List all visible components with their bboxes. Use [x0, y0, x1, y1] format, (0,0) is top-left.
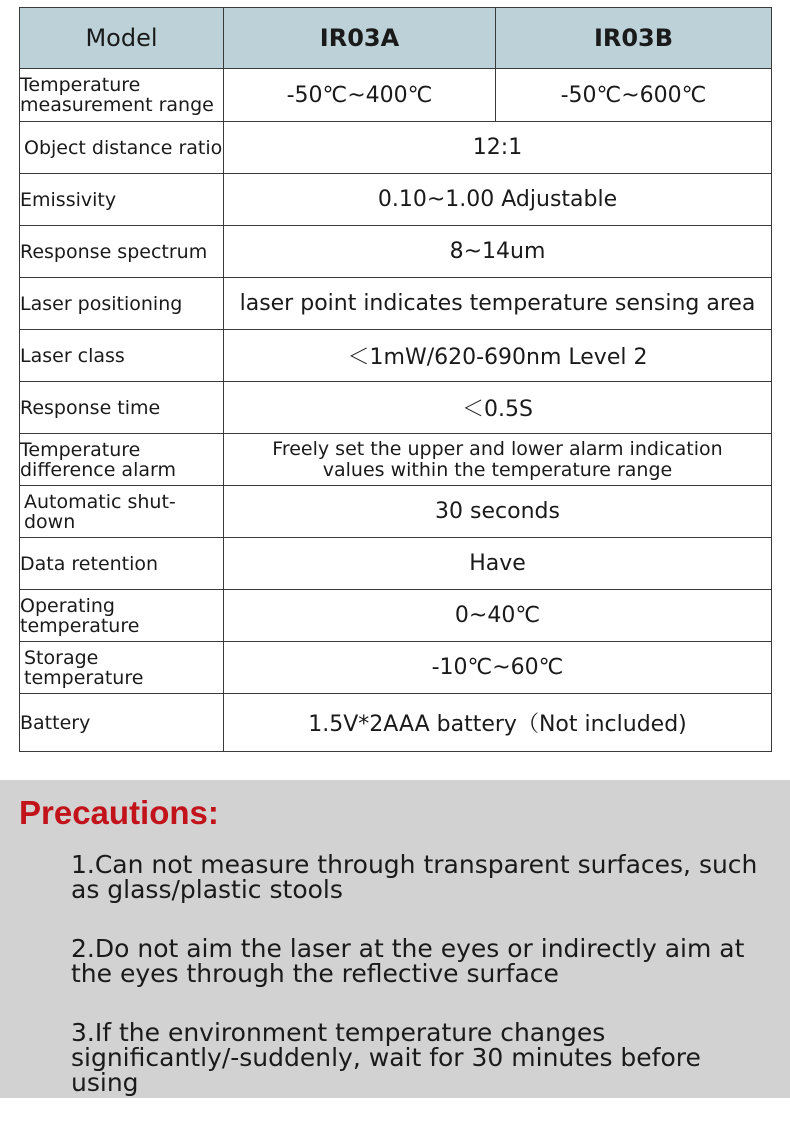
table-row: [20, 69, 772, 122]
list-item: 3.If the environment temperature changes significantly/-suddenly, wait for 30 minutes before using: [71, 1018, 701, 1097]
table-row: [20, 642, 772, 694]
table-row: [20, 694, 772, 752]
table-row: [20, 538, 772, 590]
row-value: Freely set the upper and lower alarm indication values within the temperature range: [224, 434, 772, 486]
table-row: [20, 330, 772, 382]
spec-table-container: [19, 7, 771, 752]
row-label: Response spectrum: [20, 226, 224, 278]
table-header-row: [20, 8, 772, 69]
list-item: 2.Do not aim the laser at the eyes or indirectly aim at the eyes through the reflective surface: [71, 934, 745, 988]
header-ir03a: IR03A: [224, 8, 496, 69]
row-label: Temperature measurement range: [20, 69, 224, 122]
row-label: Operating temperature: [20, 590, 224, 642]
row-label: Automatic shut-down: [20, 486, 224, 538]
row-label: Laser class: [20, 330, 224, 382]
table-row: [20, 122, 772, 174]
table-row: [20, 174, 772, 226]
precautions-section: [0, 780, 790, 1098]
table-row: [20, 382, 772, 434]
row-value: 30 seconds: [224, 486, 772, 538]
row-label: Storage temperature: [20, 642, 224, 694]
row-label: Emissivity: [20, 174, 224, 226]
table-row: [20, 486, 772, 538]
header-model: Model: [20, 8, 224, 69]
table-row: [20, 278, 772, 330]
row-value: 0~40℃: [224, 590, 772, 642]
row-label: Battery: [20, 694, 224, 752]
table-row: [20, 434, 772, 486]
row-label: Response time: [20, 382, 224, 434]
row-label: Object distance ratio: [20, 122, 224, 174]
row-value: -10℃~60℃: [224, 642, 772, 694]
row-value: Have: [224, 538, 772, 590]
row-value: laser point indicates temperature sensing area: [224, 278, 772, 330]
row-value: 8~14um: [224, 226, 772, 278]
header-ir03b: IR03B: [496, 8, 772, 69]
row-value: ＜1mW/620-690nm Level 2: [224, 330, 772, 382]
row-value-ir03a: -50℃~400℃: [224, 69, 496, 122]
row-value: 0.10~1.00 Adjustable: [224, 174, 772, 226]
list-item: 1.Can not measure through transparent surfaces, such as glass/plastic stools: [71, 850, 758, 904]
row-value: ＜0.5S: [224, 382, 772, 434]
precautions-list: [71, 852, 761, 1129]
row-label: Temperature difference alarm: [20, 434, 224, 486]
row-value: 1.5V*2AAA battery（Not included): [224, 694, 772, 752]
precautions-title: Precautions:: [19, 794, 219, 831]
row-value: 12:1: [224, 122, 772, 174]
row-label: Laser positioning: [20, 278, 224, 330]
row-label: Data retention: [20, 538, 224, 590]
row-value-ir03b: -50℃~600℃: [496, 69, 772, 122]
spec-table: [19, 7, 772, 752]
table-row: [20, 590, 772, 642]
table-row: [20, 226, 772, 278]
